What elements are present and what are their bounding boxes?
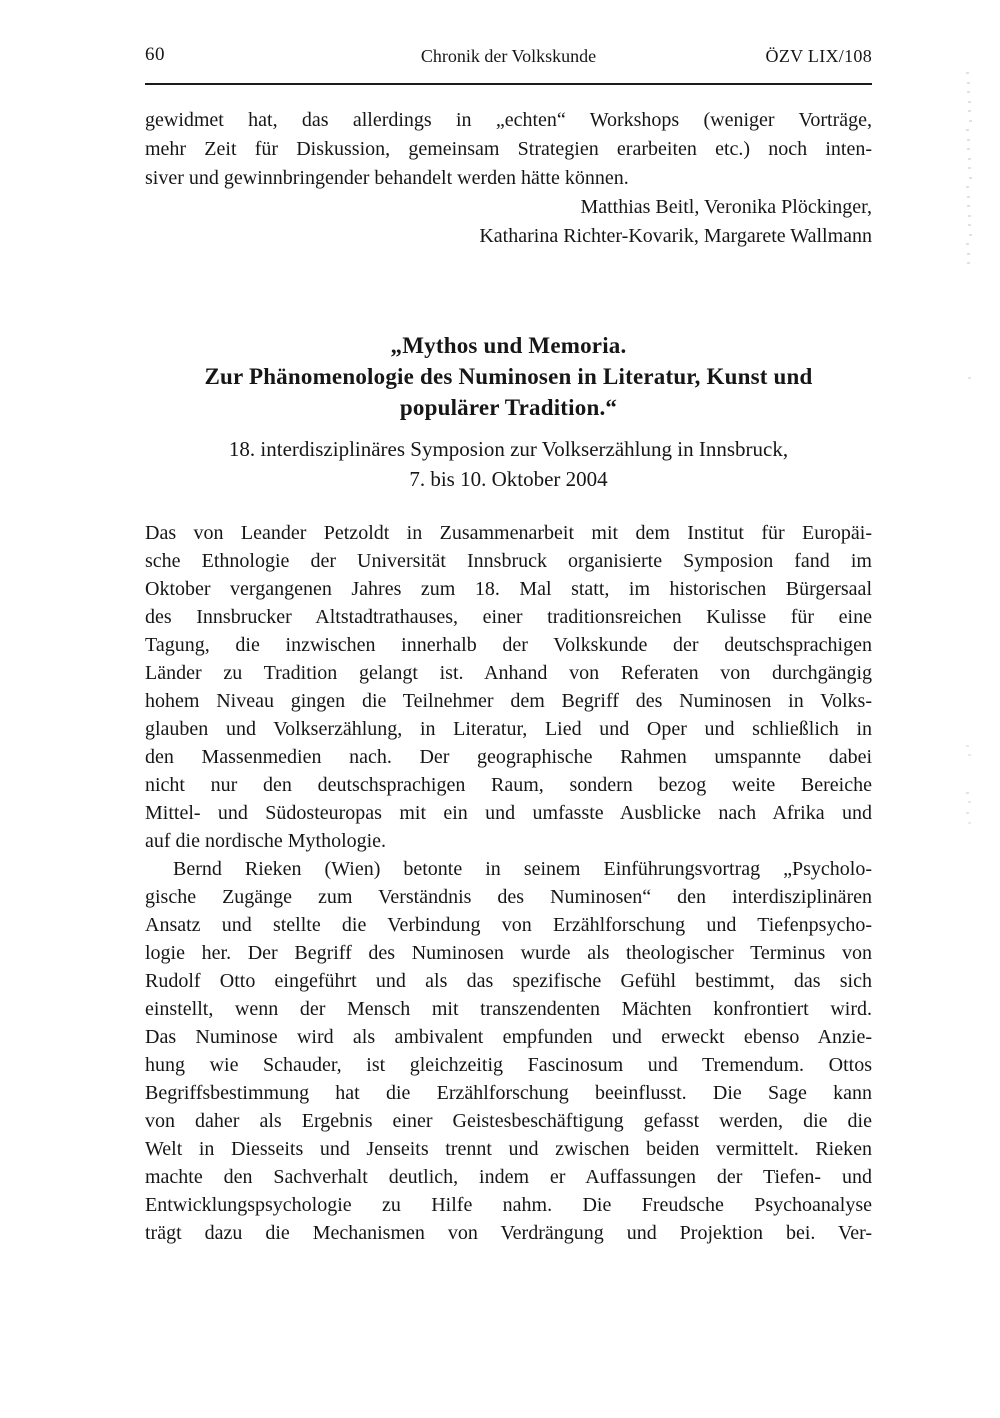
article-subtitle [145, 434, 872, 494]
text-line: Entwicklungspsychologie zu Hilfe nahm. Die Freudsche Psychoanalyse [145, 1194, 872, 1216]
text-line: des Innsbrucker Altstadtrathauses, einer traditionsreichen Kulisse für eine [145, 606, 872, 628]
scan-speck [967, 139, 970, 141]
scan-speck [968, 158, 971, 160]
text-line: siver und gewinnbringender behandelt werden hätte können. [145, 167, 629, 189]
issue-reference: ÖZV LIX/108 [765, 46, 872, 66]
text-line: Mittel- und Südosteuropas mit ein und umfasste Ausblicke nach Afrika und [145, 802, 872, 824]
scan-speck [968, 754, 971, 756]
page-header [145, 44, 872, 70]
scan-speck [966, 792, 969, 794]
scan-speck [968, 215, 971, 217]
text-line: 7. bis 10. Oktober 2004 [409, 467, 608, 491]
article-paragraph-2 [145, 855, 872, 1247]
text-line: trägt dazu die Mechanismen von Verdrängung und Projektion bei. Ver- [145, 1222, 872, 1244]
text-line: Katharina Richter-Kovarik, Margarete Wallmann [479, 225, 872, 247]
text-line: Begriffsbestimmung hat die Erzählforschung beeinflusst. Die Sage kann [145, 1082, 872, 1104]
text-line: den Massenmedien nach. Der geographische Rahmen umspannte dabei [145, 746, 872, 768]
text-line: Zur Phänomenologie des Numinosen in Literatur, Kunst und [204, 364, 813, 389]
text-line: von daher als Ergebnis einer Geistesbeschäftigung gefasst werden, die die [145, 1110, 872, 1132]
scan-speck [967, 91, 970, 93]
text-line: einstellt, wenn der Mensch mit transzendenten Mächten konfrontiert wird. [145, 998, 872, 1020]
text-line: auf die nordische Mythologie. [145, 830, 387, 852]
text-line: Ansatz und stellte die Verbindung von Erzählforschung und Tiefenpsycho- [145, 914, 872, 936]
header-rule [145, 83, 872, 85]
scan-speck [968, 377, 971, 379]
text-line: 18. interdisziplinäres Symposion zur Volkserzählung in Innsbruck, [228, 437, 789, 461]
text-line: hohem Niveau gingen die Teilnehmer dem Begriff des Numinosen in Volks- [145, 690, 872, 712]
text-line: Das Numinose wird als ambivalent empfunden und erweckt ebenso Anzie- [145, 1026, 872, 1048]
previous-report-authors [145, 193, 872, 251]
article-title [145, 330, 872, 423]
scan-speck [968, 101, 971, 103]
text-line: gische Zugänge zum Verständnis des Numinosen“ den interdisziplinären [145, 886, 872, 908]
scan-speck [967, 253, 970, 255]
text-line: Oktober vergangenen Jahres zum 18. Mal statt, im historischen Bürgersaal [145, 578, 872, 600]
scan-speck [966, 243, 969, 245]
scan-speck [968, 801, 971, 803]
scan-speck [967, 262, 970, 264]
text-line: Länder zu Tradition gelangt ist. Anhand von Referaten von durchgängig [145, 662, 872, 684]
scan-speck [967, 205, 970, 207]
text-line: Das von Leander Petzoldt in Zusammenarbeit mit dem Institut für Europäi- [145, 522, 872, 544]
text-line: glauben und Volkserzählung, in Literatur, Lied und Oper und schließlich in [145, 718, 872, 740]
text-line: Bernd Rieken (Wien) betonte in seinem Einführungsvortrag „Psycholo- [173, 858, 872, 880]
text-line: gewidmet hat, das allerdings in „echten“ Workshops (weniger Vorträge, [145, 109, 872, 131]
text-line: Tagung, die inzwischen innerhalb der Volkskunde der deutschsprachigen [145, 634, 872, 656]
text-line: Rudolf Otto eingeführt und als das spezifische Gefühl bestimmt, das sich [145, 970, 872, 992]
scan-speck [966, 745, 969, 747]
text-line: mehr Zeit für Diskussion, gemeinsam Strategien erarbeiten etc.) noch inten- [145, 138, 872, 160]
article-paragraph-1 [145, 519, 872, 855]
text-line: hung wie Schauder, ist gleichzeitig Fascinosum und Tremendum. Ottos [145, 1054, 872, 1076]
text-line: Matthias Beitl, Veronika Plöckinger, [580, 196, 872, 218]
scan-speck [966, 72, 969, 74]
scan-speck [969, 177, 972, 179]
text-line: populärer Tradition.“ [399, 395, 618, 420]
scan-speck [968, 110, 971, 112]
scan-speck [968, 167, 971, 169]
scan-speck [967, 148, 970, 150]
text-line: logie her. Der Begriff des Numinosen wurde als theologischer Terminus von [145, 942, 872, 964]
scan-speck [967, 196, 970, 198]
scan-speck [968, 822, 971, 824]
scan-speck [966, 186, 969, 188]
text-line: sche Ethnologie der Universität Innsbruck organisierte Symposion fand im [145, 550, 872, 572]
text-line: machte den Sachverhalt deutlich, indem er Auffassungen der Tiefen- und [145, 1166, 872, 1188]
previous-report-closing-paragraph [145, 106, 872, 193]
page-number: 60 [145, 44, 165, 65]
scan-speck [968, 224, 971, 226]
scan-speck [969, 120, 972, 122]
text-line: Welt in Diesseits und Jenseits trennt und zwischen beiden vermittelt. Rieken [145, 1138, 872, 1160]
text-line: nicht nur den deutschsprachigen Raum, sondern bezog weite Bereiche [145, 774, 872, 796]
scan-speck [969, 234, 972, 236]
scan-speck [967, 82, 970, 84]
journal-running-title: Chronik der Volkskunde [420, 46, 597, 66]
text-line: „Mythos und Memoria. [390, 333, 627, 358]
scan-speck [966, 129, 969, 131]
scan-speck [966, 812, 969, 814]
